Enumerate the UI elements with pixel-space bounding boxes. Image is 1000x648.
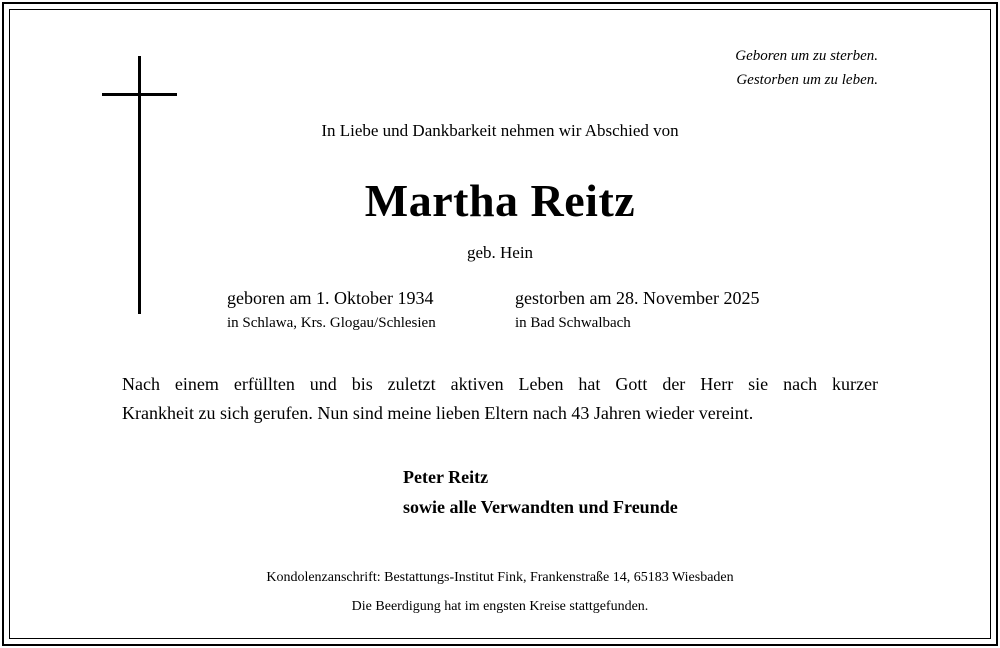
birth-date: geboren am 1. Oktober 1934 [227,288,434,308]
message-line-1: Nach einem erfüllten und bis zuletzt aktiven Leben hat Gott der Herr sie nach kurzer [122,374,878,394]
maiden-name: geb. Hein [466,243,534,262]
signers [403,462,678,522]
signer-line-2: sowie alle Verwandten und Freunde [403,497,678,517]
intro-text: In Liebe und Dankbarkeit nehmen wir Abschied von [321,121,679,140]
deceased-name: Martha Reitz [364,175,636,226]
condolence-address: Kondolenzanschrift: Bestattungs-Institut Fink, Frankenstraße 14, 65183 Wiesbaden [266,570,734,585]
message-line-2: Krankheit zu sich gerufen. Nun sind meine lieben Eltern nach 43 Jahren wieder vereint. [122,403,754,423]
motto-line-2: Gestorben um zu leben. [736,72,878,88]
signer-line-1: Peter Reitz [403,467,489,487]
death-place: in Bad Schwalbach [515,315,631,331]
birth-info [227,286,436,336]
obituary-message [122,370,878,428]
inner-border [9,9,991,639]
footer [0,563,1000,621]
cross-horizontal-bar [102,93,177,96]
motto-line-1: Geboren um zu sterben. [735,48,878,64]
motto [735,44,878,92]
death-info [515,286,759,336]
death-date: gestorben am 28. November 2025 [515,288,760,308]
birth-place: in Schlawa, Krs. Glogau/Schlesien [227,315,436,331]
funeral-note: Die Beerdigung hat im engsten Kreise stattgefunden. [351,599,649,614]
